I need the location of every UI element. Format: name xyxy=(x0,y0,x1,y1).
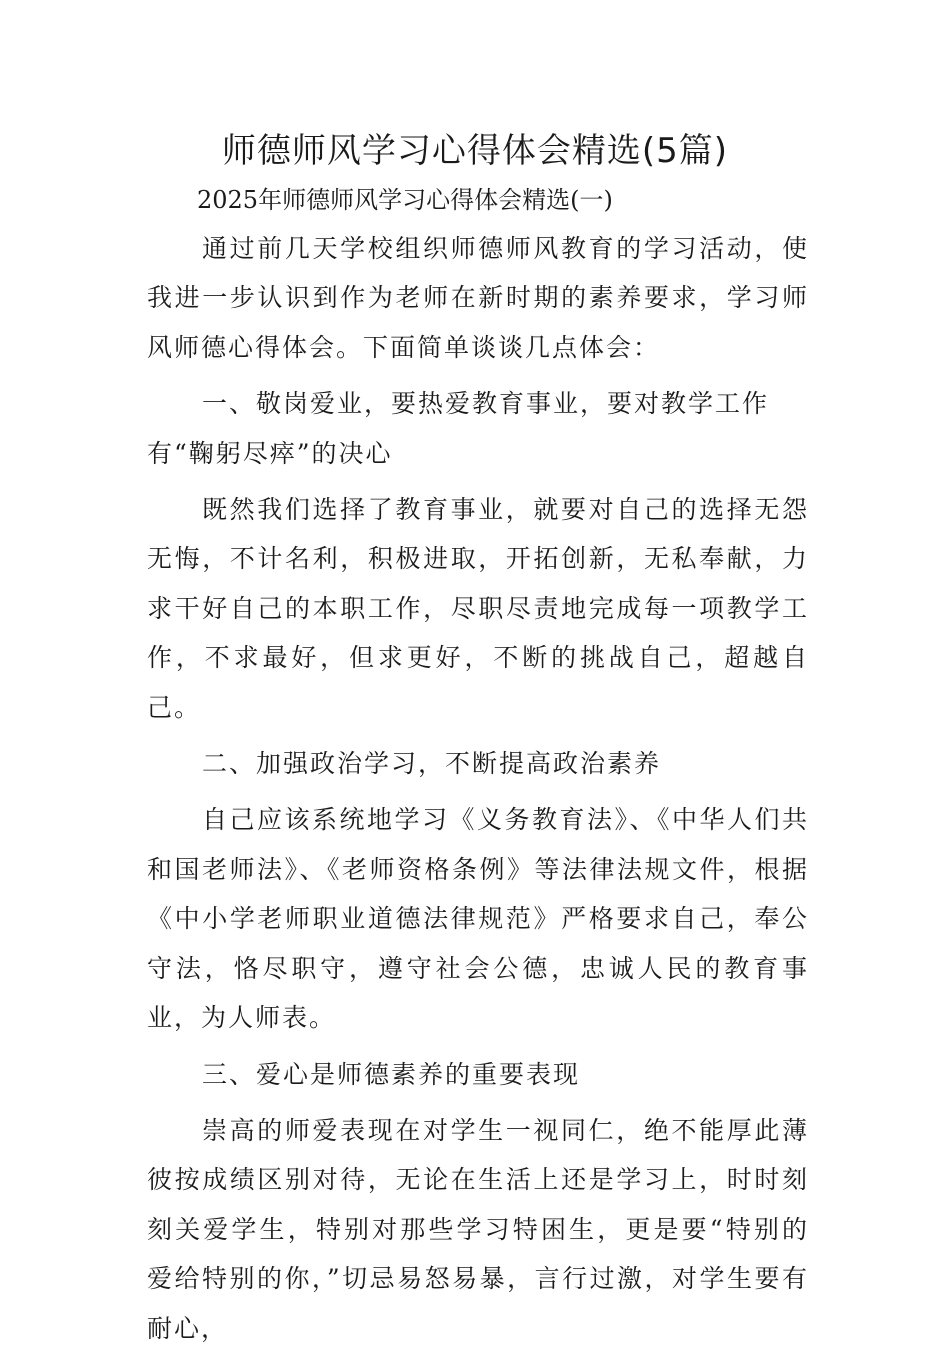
section-subtitle: 2025年师德师风学习心得体会精选(一) xyxy=(197,186,613,214)
heading-three: 三、爱心是师德素养的重要表现 xyxy=(202,1059,581,1089)
document-body xyxy=(147,224,809,1353)
paragraph-three: 崇高的师爱表现在对学生一视同仁，绝不能厚此薄彼按成绩区别对待，无论在生活上还是学习上，时时刻刻关爱学生，特别对那些学习特困生，更是要“特别的爱给特别的你，”切忌易怒易暴，言行过激，对学生要有耐心， xyxy=(147,1115,809,1343)
paragraph-two: 自己应该系统地学习《义务教育法》、《中华人们共和国老师法》、《老师资格条例》等法律法规文件，根据《中小学老师职业道德法律规范》严格要求自己，奉公守法，恪尽职守，遵守社会公德，忠诚人民的教育事业，为人师表。 xyxy=(147,805,809,1033)
heading-one: 一、敬岗爱业，要热爱教育事业，要对教学工作有“鞠躬尽瘁”的决心 xyxy=(147,389,770,468)
paragraph-intro: 通过前几天学校组织师德师风教育的学习活动，使我进一步认识到作为老师在新时期的素养要求，学习师风师德心得体会。下面简单谈谈几点体会： xyxy=(147,234,809,362)
document-title: 师德师风学习心得体会精选(5篇) xyxy=(221,131,729,171)
heading-two: 二、加强政治学习，不断提高政治素养 xyxy=(202,749,662,779)
paragraph-one: 既然我们选择了教育事业，就要对自己的选择无怨无悔，不计名利，积极进取，开拓创新，无私奉献，力求干好自己的本职工作，尽职尽责地完成每一项教学工作，不求最好，但求更好，不断的挑战自己，超越自己。 xyxy=(147,495,809,722)
